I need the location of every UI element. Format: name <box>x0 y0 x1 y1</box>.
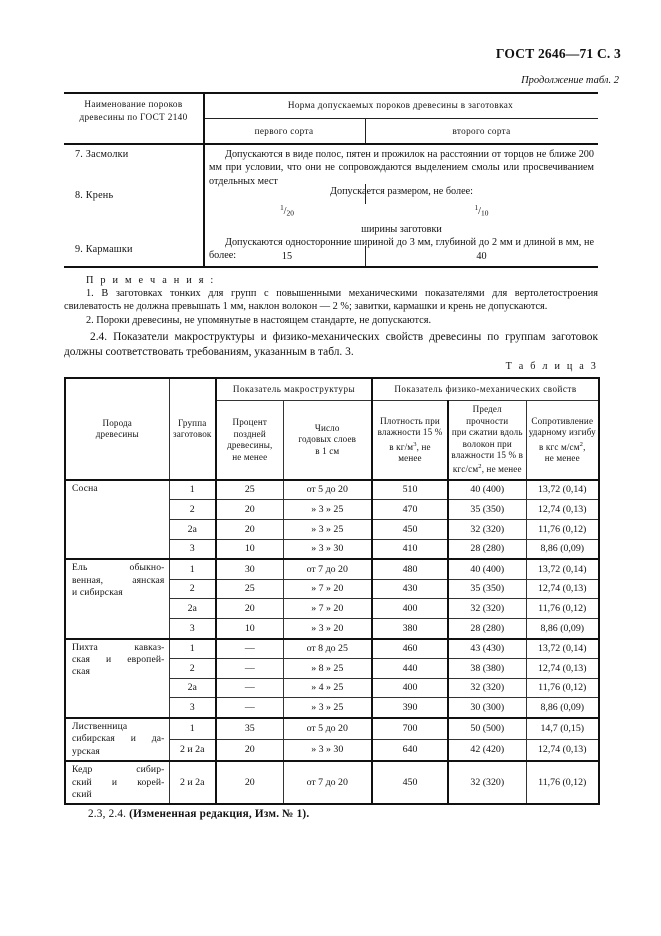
table3-cell-rings: » 3 » 25 <box>283 500 372 520</box>
table3-cell-density: 640 <box>372 740 448 762</box>
table3-cell-late-wood: 20 <box>216 599 283 619</box>
table3-cell-strength: 32 (320) <box>448 761 526 804</box>
table2-row-body-kren-title: Допускается размером, не более: <box>330 186 473 197</box>
table2-row-karmashki-value-second: 40 <box>476 251 487 262</box>
table3-cell-density: 400 <box>372 678 448 698</box>
table3-species-line: Лиственница <box>72 720 128 732</box>
table3-cell-strength: 32 (320) <box>448 520 526 540</box>
table3-cell-density: 510 <box>372 480 448 500</box>
table3-header-species-l2: древесины <box>95 428 139 439</box>
table3-cell-group: 2а <box>169 520 216 540</box>
table2-rule-subheader <box>203 118 598 119</box>
kren-first-numerator: 1 <box>280 204 284 212</box>
table3-cell-group: 2а <box>169 678 216 698</box>
table3-header-group-l2: заготовок <box>172 428 212 439</box>
table2-rule-top <box>64 92 598 94</box>
table3-header-strength-l5a: кгс/см <box>452 464 479 475</box>
table3-cell-rings: от 7 до 20 <box>283 559 372 579</box>
table3-header-late-wood-l1: Процент <box>232 417 267 428</box>
table2-vrule-subheader <box>365 118 366 143</box>
table3-cell-late-wood: — <box>216 639 283 659</box>
table3-header-rings-l2: годовых слоев <box>298 434 357 445</box>
table3-header-impact-l4: не менее <box>544 453 580 464</box>
table3-header-density-l3b: , не <box>416 441 431 452</box>
table3-header-strength-l2: при сжатии вдоль <box>451 427 523 438</box>
footer-revision-note <box>88 808 309 820</box>
table3-cell-rings: » 7 » 20 <box>283 599 372 619</box>
table3-header-late-wood-l4: не менее <box>232 451 268 462</box>
kren-second-numerator: 1 <box>474 204 479 212</box>
table3-cell-rings: » 3 » 25 <box>283 698 372 718</box>
table3-header-phys-group: Показатель физико-механических свойств <box>372 378 599 401</box>
table3-header-density-l4: менее <box>398 453 422 464</box>
footer-revision-prefix: 2.3, 2.4. <box>88 808 130 820</box>
footer-revision-bold: (Измененная редакция, Изм. № 1). <box>129 808 310 820</box>
table3-cell-rings: » 3 » 30 <box>283 740 372 762</box>
table3-cell-impact: 11,76 (0,12) <box>526 761 599 804</box>
table3-cell-density: 700 <box>372 718 448 740</box>
table2-row-body-zasmolki <box>209 148 594 188</box>
table3-cell-impact: 8,86 (0,09) <box>526 619 599 639</box>
table3-cell-late-wood: — <box>216 678 283 698</box>
table3-cell-strength: 30 (300) <box>448 698 526 718</box>
table3-header-impact-l3a: в кгс м/см <box>539 441 580 452</box>
notes-block <box>64 274 598 327</box>
table3-cell-group: 2 и 2а <box>169 740 216 762</box>
table3-header-late-wood <box>216 401 283 480</box>
table2-row-body-karmashki-text: Допускаются односторонние шириной до 3 мм, глубиной до 2 мм и длиной в мм, не более: <box>209 237 594 262</box>
table3-cell-strength: 32 (320) <box>448 678 526 698</box>
table3-cell-rings: от 5 до 20 <box>283 480 372 500</box>
table2-header-first-grade: первого сорта <box>254 126 314 136</box>
table3-cell-strength: 40 (400) <box>448 480 526 500</box>
table3-cell-impact: 12,74 (0,13) <box>526 500 599 520</box>
table3-cell-rings: от 8 до 25 <box>283 639 372 659</box>
table3-cell-impact: 13,72 (0,14) <box>526 480 599 500</box>
table3-cell-rings: » 8 » 25 <box>283 659 372 679</box>
kren-second-denominator: 10 <box>481 208 489 218</box>
table3-cell-group: 2 <box>169 659 216 679</box>
table3-header-row-1 <box>65 378 599 401</box>
table3-header-strength-exp: 2 <box>478 463 482 471</box>
paragraph-2-4: 2.4. Показатели макроструктуры и физико-механических свойств древесины по группам заготовок должны соответствовать требованиям, указанным в табл. 3. <box>64 331 598 358</box>
table3-cell-group: 3 <box>169 698 216 718</box>
table3-cell-density: 390 <box>372 698 448 718</box>
table3-cell-density: 470 <box>372 500 448 520</box>
table3-cell-impact: 12,74 (0,13) <box>526 659 599 679</box>
table3-species-cell <box>65 761 169 804</box>
table2-vrule-main <box>203 92 205 266</box>
table3-cell-group: 1 <box>169 639 216 659</box>
table2-row-label-karmashki: 9. Кармашки <box>75 244 133 255</box>
table2-row-body-kren-footer: ширины заготовки <box>361 224 442 235</box>
table3-header-species-l1: Порода <box>102 417 132 428</box>
table3-cell-rings: от 5 до 20 <box>283 718 372 740</box>
table3-header-strength-l3: волокон при <box>462 438 512 449</box>
table3-cell-impact: 13,72 (0,14) <box>526 559 599 579</box>
table2-header-col1-line1: Наименование пороков <box>84 99 183 109</box>
table3-cell-rings: » 3 » 30 <box>283 539 372 559</box>
table3-cell-late-wood: 10 <box>216 539 283 559</box>
notes-title: П р и м е ч а н и я : <box>86 275 216 286</box>
table3-header-rings-l1: Число <box>314 423 340 434</box>
table3-header-impact-l1: Сопротивление <box>531 415 594 426</box>
table3-cell-strength: 50 (500) <box>448 718 526 740</box>
table3-cell-late-wood: — <box>216 659 283 679</box>
table3-header-rings <box>283 401 372 480</box>
table3-header-rings-l3: в 1 см <box>315 445 340 456</box>
table2-header-col1 <box>66 98 201 124</box>
table3-cell-density: 460 <box>372 639 448 659</box>
table3-species-cell <box>65 718 169 761</box>
table3-header-density-l1: Плотность при <box>380 415 440 426</box>
table3-cell-strength: 28 (280) <box>448 619 526 639</box>
table-row <box>65 480 599 500</box>
table3-header-strength-l4: влажности 15 % в <box>451 450 524 461</box>
table3-species-line: Кедр сибир- <box>72 764 165 776</box>
note-item-1: 1. В заготовках тонких для групп с повышенными механическими показателями для вертолетостроения свилеватость не должна превышать 1 мм, наклон волокон — 2 %; завитки, кармашки и крень не допускаются. <box>64 288 598 313</box>
table3-header-group-l1: Группа <box>178 417 207 428</box>
table3-cell-group: 1 <box>169 718 216 740</box>
table-continuation-label: Продолжение табл. 2 <box>521 75 619 86</box>
table3-header-impact-l3b: , <box>583 441 586 452</box>
table2-row-kren-value-second: $^1/_{10}$ <box>474 204 489 218</box>
table3-cell-strength: 40 (400) <box>448 559 526 579</box>
table3-species-line: Пихта кавказ- <box>72 641 165 653</box>
table3-cell-impact: 11,76 (0,12) <box>526 520 599 540</box>
table3-cell-late-wood: 20 <box>216 500 283 520</box>
table3-cell-strength: 38 (380) <box>448 659 526 679</box>
table3-species-line: ская <box>72 666 91 678</box>
table3-cell-impact: 11,76 (0,12) <box>526 678 599 698</box>
table3-header-strength <box>448 401 526 480</box>
table2-rule-header-bottom <box>64 143 598 145</box>
table3-cell-impact: 8,86 (0,09) <box>526 539 599 559</box>
table3-cell-rings: » 4 » 25 <box>283 678 372 698</box>
table3-species-cell <box>65 559 169 638</box>
table3-cell-strength: 28 (280) <box>448 539 526 559</box>
table3-cell-group: 2 <box>169 500 216 520</box>
table3-cell-impact: 12,74 (0,13) <box>526 740 599 762</box>
table-row <box>65 761 599 804</box>
table3-cell-rings: от 7 до 20 <box>283 761 372 804</box>
table3-cell-density: 410 <box>372 539 448 559</box>
table2-rule-bottom <box>64 266 598 268</box>
table3-cell-strength: 42 (420) <box>448 740 526 762</box>
table2-row-label-zasmolki: 7. Засмолки <box>75 149 129 160</box>
table3-species-line: ский <box>72 789 92 800</box>
table3-header-late-wood-l2: поздней <box>233 428 266 439</box>
table3-cell-group: 2 и 2а <box>169 761 216 804</box>
table3-header-density-l2: влажности 15 % <box>377 427 443 438</box>
table3-cell-late-wood: 20 <box>216 740 283 762</box>
table3-cell-density: 450 <box>372 520 448 540</box>
table3-cell-late-wood: 20 <box>216 520 283 540</box>
table2-row-karmashki-value-first: 15 <box>281 251 293 262</box>
table3-species-line: ский и корей- <box>72 776 165 788</box>
table3-cell-density: 450 <box>372 761 448 804</box>
table3-cell-impact: 11,76 (0,12) <box>526 599 599 619</box>
table2-header-group: Норма допускаемых пороков древесины в заготовках <box>287 100 514 110</box>
table3-species-line: венная, аянская <box>72 574 165 586</box>
table3-cell-group: 3 <box>169 619 216 639</box>
table3-species-line: ская и европей- <box>72 654 165 665</box>
table3-cell-late-wood: — <box>216 698 283 718</box>
table-row <box>65 559 599 579</box>
table3-header-impact-exp: 2 <box>579 440 584 448</box>
table3-cell-impact: 13,72 (0,14) <box>526 639 599 659</box>
table3-cell-density: 440 <box>372 659 448 679</box>
table3-cell-late-wood: 10 <box>216 619 283 639</box>
table3-cell-late-wood: 25 <box>216 480 283 500</box>
table-row <box>65 718 599 740</box>
table3-cell-density: 380 <box>372 619 448 639</box>
table3-species-line: сибирская и да- <box>72 733 165 745</box>
table2-row-body-zasmolki-text: Допускаются в виде полос, пятен и прожилок на расстоянии от торцов не ближе 200 мм при условии, что они не сопровождаются выделением смолы или просвечиванием отдельных мест <box>209 149 594 187</box>
table3-header-impact-l2: ударному изгибу <box>528 427 596 438</box>
table-row <box>65 639 599 659</box>
table3-cell-rings: » 7 » 20 <box>283 579 372 599</box>
table3-cell-impact: 12,74 (0,13) <box>526 579 599 599</box>
table3-species-line: Сосна <box>72 482 98 494</box>
table3-cell-strength: 35 (350) <box>448 579 526 599</box>
table3-cell-late-wood: 20 <box>216 761 283 804</box>
table3-cell-rings: » 3 » 25 <box>283 520 372 540</box>
table2-header-col1-line2: древесины по ГОСТ 2140 <box>79 112 188 123</box>
table3-header-macro-group: Показатель макроструктуры <box>216 378 372 401</box>
table3-header-species <box>65 378 169 480</box>
page-title: ГОСТ 2646—71 С. 3 <box>495 46 621 61</box>
table3-cell-group: 2 <box>169 579 216 599</box>
table3-species-cell <box>65 639 169 718</box>
table3-header-density-l3a: в кг/м <box>389 441 414 452</box>
table3-cell-late-wood: 30 <box>216 559 283 579</box>
table3-species-line: и сибирская <box>72 587 123 599</box>
table3-header-late-wood-l3: древесины, <box>227 440 273 451</box>
table-2-continuation <box>64 92 598 268</box>
table3-species-line: урская <box>72 745 100 757</box>
table3-cell-density: 480 <box>372 559 448 579</box>
table3-cell-group: 2а <box>169 599 216 619</box>
table3-cell-group: 1 <box>169 480 216 500</box>
table-3 <box>64 377 600 805</box>
table3-cell-rings: » 3 » 20 <box>283 619 372 639</box>
table3-cell-impact: 8,86 (0,09) <box>526 698 599 718</box>
table3-cell-impact: 14,7 (0,15) <box>526 718 599 740</box>
kren-first-denominator: 20 <box>286 208 294 218</box>
table3-header-strength-l1: Предел прочности <box>466 404 509 426</box>
table3-cell-group: 3 <box>169 539 216 559</box>
table3-species-cell <box>65 480 169 559</box>
table3-cell-late-wood: 25 <box>216 579 283 599</box>
table3-species-line: Ель обыкно- <box>72 562 165 574</box>
table3-header-density <box>372 401 448 480</box>
table3-cell-strength: 43 (430) <box>448 639 526 659</box>
table3-cell-strength: 35 (350) <box>448 500 526 520</box>
table3-cell-strength: 32 (320) <box>448 599 526 619</box>
table3-cell-group: 1 <box>169 559 216 579</box>
note-item-2: 2. Пороки древесины, не упомянутые в настоящем стандарте, не допускаются. <box>86 314 432 326</box>
table2-row-label-kren: 8. Крень <box>75 190 114 201</box>
table3-header-strength-l5b: , не менее <box>481 464 522 475</box>
table3-header-impact <box>526 401 599 480</box>
table3-cell-late-wood: 35 <box>216 718 283 740</box>
table2-header-second-grade: второго сорта <box>452 126 511 136</box>
table3-cell-density: 430 <box>372 579 448 599</box>
table-3-label: Т а б л и ц а 3 <box>505 361 598 372</box>
table2-row-kren-value-first: $^1/_{20}$ <box>280 204 294 218</box>
table3-header-group <box>169 378 216 480</box>
table3-cell-density: 400 <box>372 599 448 619</box>
table3-header-density-exp: 3 <box>413 440 417 448</box>
